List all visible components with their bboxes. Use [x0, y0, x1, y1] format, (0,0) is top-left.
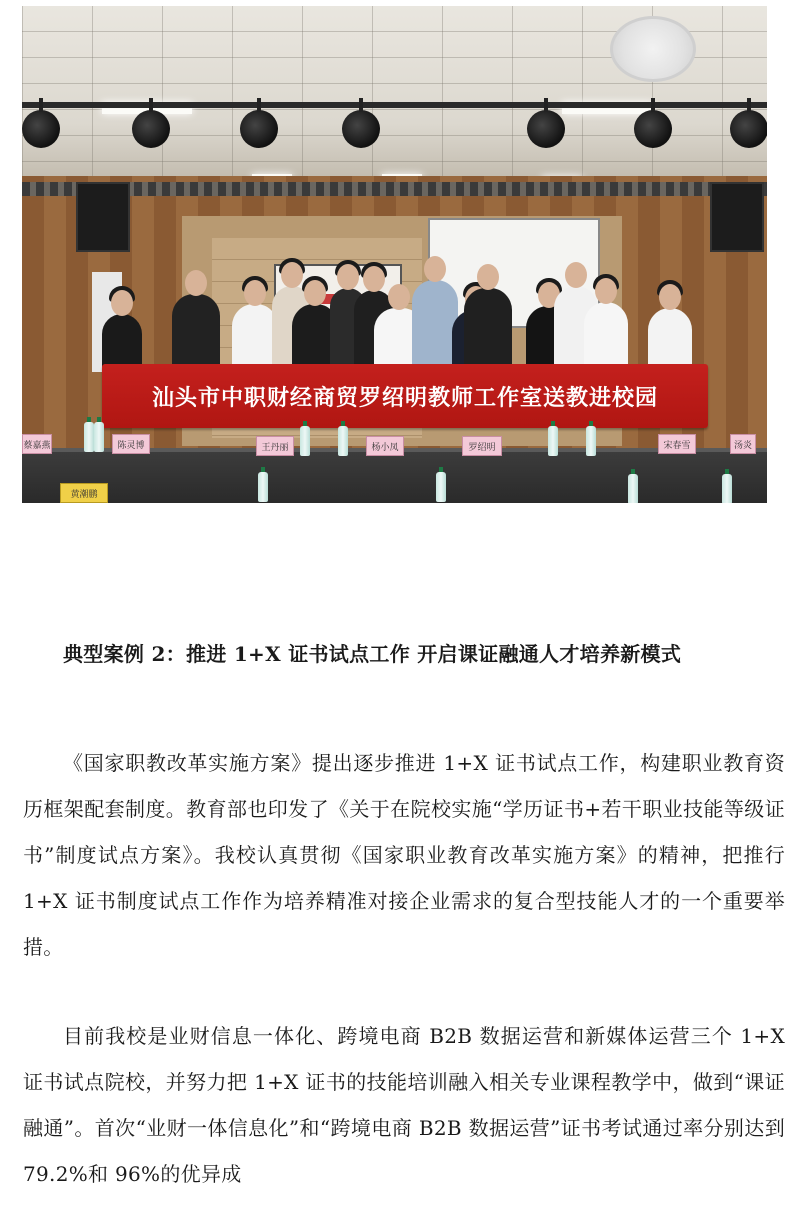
water-bottle — [548, 426, 558, 456]
lighting-truss — [22, 102, 767, 108]
spotlight — [132, 110, 170, 148]
nameplate: 宋春雪 — [658, 434, 696, 454]
nameplate: 罗绍明 — [462, 436, 502, 456]
paragraph: 目前我校是业财信息一体化、跨境电商 B2B 数据运营和新媒体运营三个 1+X 证书试点院校，并努力把 1+X 证书的技能培训融入相关专业课程教学中，做到“课证融通”。首次“业财一体信息化”和“跨境电商 B2B 数据运营”证书考试通过率分别达到 79.2%和 96%的优异成 — [23, 1024, 785, 1186]
spotlight — [634, 110, 672, 148]
water-bottle — [338, 426, 348, 456]
case-heading: 典型案例 2：推进 1+X 证书试点工作 开启课证融通人才培养新模式 — [63, 642, 682, 666]
water-bottle — [586, 426, 596, 456]
water-bottle — [94, 422, 104, 452]
water-bottle — [628, 474, 638, 503]
water-bottle — [258, 472, 268, 502]
group-photo — [22, 6, 767, 503]
water-bottle — [436, 472, 446, 502]
ceiling-vent — [22, 182, 767, 196]
red-banner — [102, 364, 708, 428]
ceiling-fan — [610, 16, 696, 82]
spotlight — [527, 110, 565, 148]
nameplate: 杨小凤 — [366, 436, 404, 456]
speaker — [76, 182, 130, 252]
spotlight — [240, 110, 278, 148]
nameplate: 陈灵博 — [112, 434, 150, 454]
nameplate: 王丹丽 — [256, 436, 294, 456]
spotlight — [342, 110, 380, 148]
spotlight — [22, 110, 60, 148]
nameplate: 蔡嘉燕 — [22, 434, 52, 454]
water-bottle — [722, 474, 732, 503]
water-bottle — [300, 426, 310, 456]
speaker — [710, 182, 764, 252]
water-bottle — [84, 422, 94, 452]
banner-text: 汕头市中职财经商贸罗绍明教师工作室送教进校园 — [151, 385, 658, 411]
nameplate: 黄潮鹏 — [60, 483, 108, 503]
paragraph: 《国家职教改革实施方案》提出逐步推进 1+X 证书试点工作，构建职业教育资历框架配套制度。教育部也印发了《关于在院校实施“学历证书+若干职业技能等级证书”制度试点方案》。我校认真贯彻《国家职业教育改革实施方案》的精神，把推行 1+X 证书制度试点工作作为培养精准对接企业需求的复合型技能人才的一个重要举措。 — [23, 751, 785, 959]
conference-table — [22, 452, 767, 503]
spotlight — [730, 110, 767, 148]
nameplate: 汤炎 — [730, 434, 756, 454]
